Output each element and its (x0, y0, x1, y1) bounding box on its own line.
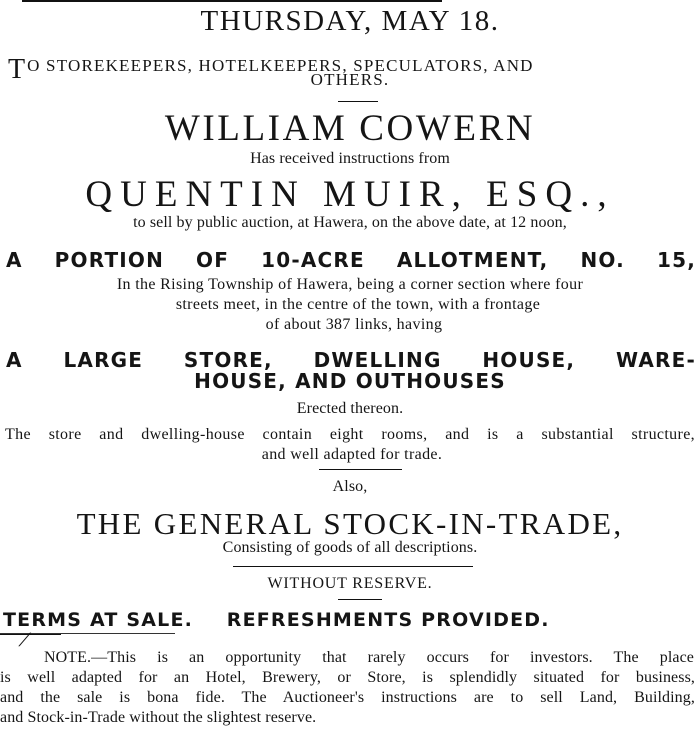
allotment-heading: A PORTION OF 10-ACRE ALLOTMENT, NO. 15, (6, 248, 696, 272)
client-name: QUENTIN MUIR, ESQ., (85, 174, 615, 215)
terms-line (3, 611, 697, 630)
reserve-line: WITHOUT RESERVE. (267, 575, 433, 592)
also-line: Also, (332, 478, 368, 495)
location-line-3: of about 387 links, having (265, 316, 443, 333)
erected-line: Erected thereon. (296, 400, 404, 417)
pointing-mark: ⁄ (20, 630, 29, 651)
instructions-line: Has received instructions from (250, 150, 450, 167)
description-line-1: The store and dwelling-house contain eight rooms, and is a substantial structure, (5, 426, 695, 443)
buildings-line-1: A LARGE STORE, DWELLING HOUSE, WARE- (6, 348, 696, 372)
sale-details: to sell by public auction, at Hawera, on the above date, at 12 noon, (133, 214, 567, 231)
description-line-2: and well adapted for trade. (261, 446, 443, 463)
buildings-line-2: HOUSE, AND OUTHOUSES (194, 369, 506, 393)
drop-cap: T (8, 54, 26, 85)
terms-underline-accent (0, 634, 61, 635)
refreshments-heading: REFRESHMENTS PROVIDED. (226, 609, 550, 631)
terms-heading: TERMS AT SALE. (3, 609, 194, 631)
audience-continuation: OTHERS. (310, 70, 390, 89)
location-line-2: streets meet, in the centre of the town, with a frontage (175, 296, 541, 313)
section-rule (338, 599, 382, 600)
top-rule (22, 0, 442, 2)
note-line-2: is well adapted for an Hotel, Brewery, or Store, is splendidly situated for business, (0, 669, 695, 686)
location-line-1: In the Rising Township of Hawera, being a corner section where four (116, 276, 584, 293)
audience-text: O STOREKEEPERS, HOTELKEEPERS, SPECULATORS, AND (27, 56, 534, 75)
section-rule (319, 469, 402, 470)
consisting-line: Consisting of goods of all descriptions. (222, 539, 478, 556)
section-rule (233, 566, 473, 567)
stock-heading: THE GENERAL STOCK-IN-TRADE, (76, 506, 624, 541)
auctioneer-name: WILLIAM COWERN (164, 108, 536, 149)
note-line-4: and Stock-in-Trade without the slightest reserve. (0, 709, 317, 726)
sale-date: THURSDAY, MAY 18. (200, 5, 500, 37)
note-line-3: and the sale is bona fide. The Auctioneer's instructions are to sell Land, Building, (0, 689, 695, 706)
section-rule (338, 101, 378, 102)
note-line-1: NOTE.—This is an opportunity that rarely occurs for investors. The place (44, 649, 694, 666)
